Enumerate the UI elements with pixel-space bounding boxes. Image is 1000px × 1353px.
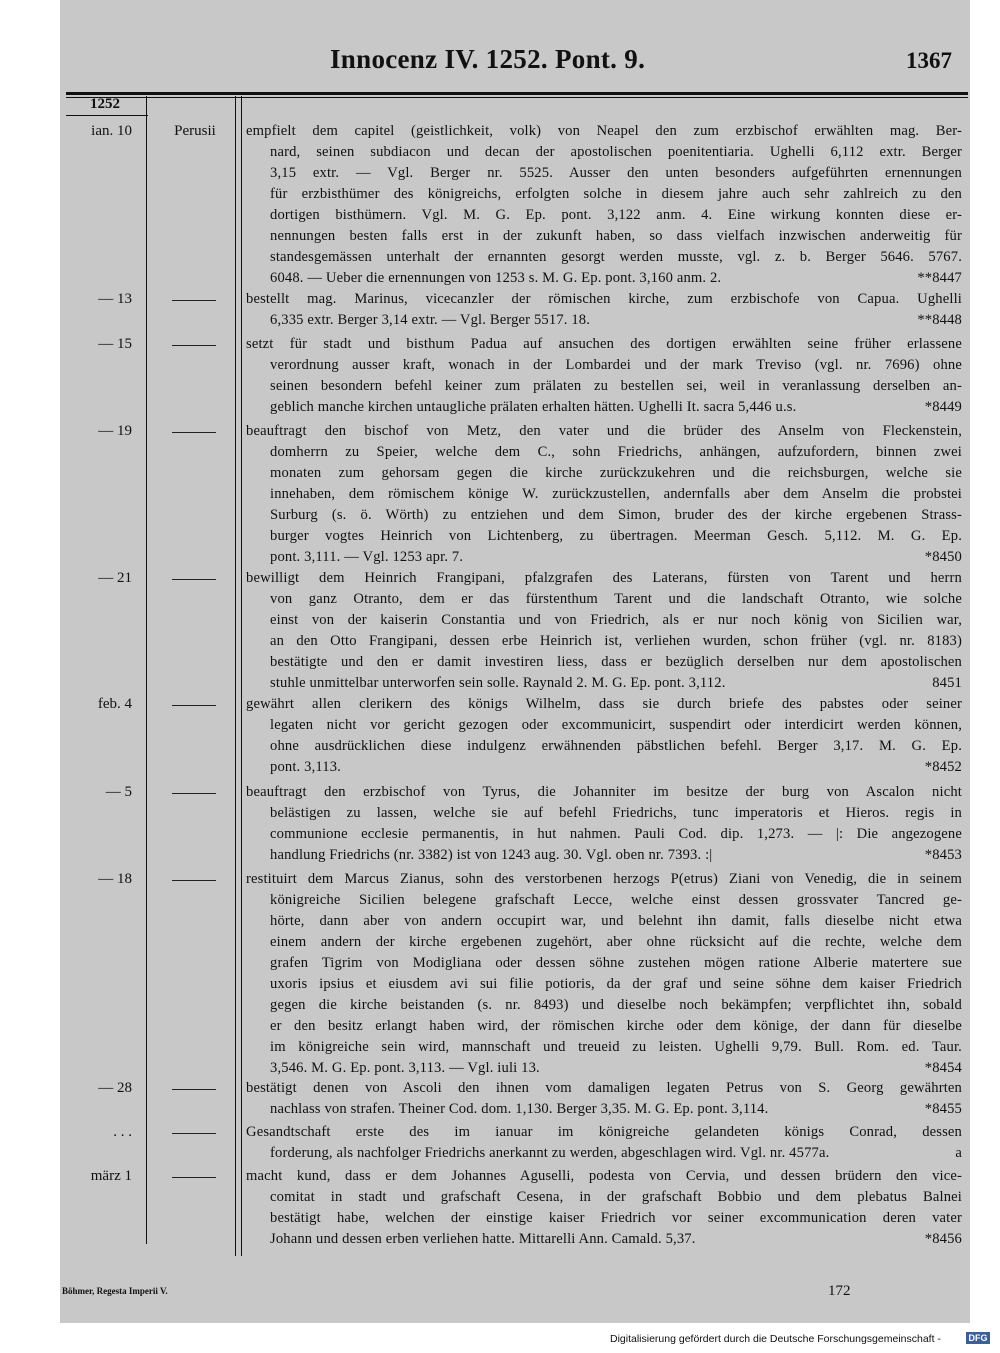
entry-line [246, 1208, 962, 1229]
entry-line [246, 1016, 962, 1037]
entry-line-text: 6,335 extr. Berger 3,14 extr. — Vgl. Berger 5517. 18. [270, 312, 591, 328]
entry-line [246, 1078, 962, 1099]
entry-text [246, 421, 962, 568]
entry-date: — 5 [105, 784, 132, 800]
entry-line [246, 442, 962, 463]
regest-number: *8455 [924, 1101, 962, 1117]
entry-line-text: 3,15 extr. — Vgl. Berger nr. 5525. Ausser den unten besonders aufgeführten ernennungen [270, 165, 962, 181]
entry-line-text: handlung Friedrichs (nr. 3382) ist von 1243 aug. 30. Vgl. oben nr. 7393. :| [270, 847, 713, 863]
regest-number: *8449 [924, 399, 962, 415]
entry-line-text: pont. 3,113. [270, 759, 341, 775]
entry-line-text: standesgemässen unterhalt der ernannten gesorgt werden musste, vgl. z. b. Berger 5646. 5767. [270, 249, 962, 265]
entry-line-text: im königreiche sein wird, mannschaft und treueid zu leisten. Ughelli 9,79. Bull. Rom. ed. Taur. [270, 1039, 962, 1055]
regest-number: 8451 [932, 675, 962, 691]
ditto-dash [172, 793, 216, 794]
entry-line [246, 163, 962, 184]
entry-line-text: legaten nicht vor gericht gezogen oder excommunicirt, suspendirt oder interdicirt werden können, [270, 717, 962, 733]
entry-text [246, 568, 962, 694]
entry-line-text: innehaben, dem römischem könige W. zurückzustellen, andernfalls aber dem Anselm die probstei [270, 486, 962, 502]
ditto-dash [172, 579, 216, 580]
entry-line [246, 1143, 962, 1164]
entry-line-text: verordnung ausser kraft, wonach in der Lombardei und der mark Treviso (vgl. nr. 7696) ohne [270, 357, 962, 373]
entry-line [246, 268, 962, 289]
entry-text [246, 1078, 962, 1120]
entry-line-text: belästigen zu lassen, welche sie auf befehl Friedrichs, tunc imperatoris et Hieros. regis in [270, 805, 962, 821]
column-divider-place-inner [241, 96, 242, 1256]
entry-line [246, 736, 962, 757]
entry-line [246, 631, 962, 652]
entry-text [246, 694, 962, 778]
ditto-dash [172, 1177, 216, 1178]
entry-line-text: pont. 3,111. — Vgl. 1253 apr. 7. [270, 549, 464, 565]
entry-line [246, 694, 962, 715]
entry-line [246, 121, 962, 142]
entry-line-text: empfielt dem capitel (geistlichkeit, volk) von Neapel den zum erzbischof erwählten mag. Ber- [246, 123, 962, 139]
entry-date: . . . [113, 1124, 132, 1140]
regest-number: **8448 [917, 312, 962, 328]
entry-date: — 18 [98, 871, 132, 887]
entry-line [246, 397, 962, 418]
entry-line-text: bestätigt habe, welchen der einstige kaiser Friedrich vor seiner excommunication deren vater [270, 1210, 962, 1226]
entry-text [246, 334, 962, 418]
entry-line-text: seinen besondern befehl keiner zum prälaten zu bestellen sei, weil in veranlassung derselben an- [270, 378, 962, 394]
ditto-dash [172, 705, 216, 706]
entry-line [246, 463, 962, 484]
entry-line [246, 568, 962, 589]
entry-line-text: einem andern der kirche ergebenen zugehört, aber ohne rücksicht auf die rechte, welche dem [270, 934, 962, 950]
ditto-dash [172, 432, 216, 433]
entry-line-text: gegen die kirche beistanden (s. nr. 8493) und dieselbe noch bekämpfen; verpflichtet ihn, sobald [270, 997, 962, 1013]
entry-line-text: 6048. — Ueber die ernennungen von 1253 s. M. G. Ep. pont. 3,160 anm. 2. [270, 270, 722, 286]
entry-line [246, 803, 962, 824]
entry-line [246, 824, 962, 845]
entry-line-text: gewährt allen clerikern des königs Wilhelm, dass sie durch briefe des pabstes oder seiner [246, 696, 962, 712]
entry-text [246, 1122, 962, 1164]
entry-line [246, 845, 962, 866]
entry-line [246, 247, 962, 268]
entry-line [246, 421, 962, 442]
entry-line-text: geblich manche kirchen untaugliche prälaten erhalten hätten. Ughelli It. sacra 5,446 u.s. [270, 399, 797, 415]
entry-line-text: bestätigte und den er damit investiren liess, dass er bezüglich derselben nur dem apostolischen [270, 654, 962, 670]
page-title: Innocenz IV. 1252. Pont. 9. [330, 44, 646, 74]
entry-date: — 19 [98, 423, 132, 439]
entry-line [246, 757, 962, 778]
entry-line [246, 289, 962, 310]
entry-line [246, 995, 962, 1016]
entry-line [246, 1187, 962, 1208]
dfg-logo: DFG [966, 1332, 990, 1344]
entry-line [246, 310, 962, 331]
entry-line [246, 184, 962, 205]
entry-line-text: nachlass von strafen. Theiner Cod. dom. 1,130. Berger 3,35. M. G. Ep. pont. 3,114. [270, 1101, 769, 1117]
entry-line-text: von ganz Otranto, dem er das fürstenthum Tarent und die landschaft Otranto, wie solche [270, 591, 962, 607]
entry-text [246, 121, 962, 289]
entry-line-text: königreiche Sicilien belegene grafschaft Lecce, welche einst dessen grossvater Tancred ge- [270, 892, 962, 908]
entry-text [246, 1166, 962, 1250]
header-rule-thin [66, 97, 968, 98]
entry-line [246, 782, 962, 803]
entry-line-text: hörte, dann aber von andern occupirt war, und belehnt ihn damit, falls dieselbe nicht etwa [270, 913, 962, 929]
footer-folio: 172 [828, 1283, 851, 1299]
regest-number: *8452 [924, 759, 962, 775]
regest-number: *8450 [924, 549, 962, 565]
entry-line [246, 890, 962, 911]
entry-line-text: domherrn zu Speier, welche dem C., sohn Friedrichs, anhängen, aufzufordern, binnen zwei [270, 444, 962, 460]
entry-line-text: forderung, als nachfolger Friedrichs anerkannt zu werden, abgeschlagen wird. Vgl. nr. 4577a. [270, 1145, 830, 1161]
entry-line-text: bestätigt denen von Ascoli den ihnen vom damaligen legaten Petrus von S. Georg gewährten [246, 1080, 962, 1096]
entry-line-text: macht kund, dass er dem Johannes Aguselli, podesta von Cervia, und dessen brüdern den vice- [246, 1168, 962, 1184]
regest-number: *8454 [924, 1060, 962, 1076]
entry-line-text: setzt für stadt und bisthum Padua auf ansuchen des dortigen erwählten seine früher erlassene [246, 336, 962, 352]
entry-text [246, 289, 962, 331]
entry-line-text: an den Otto Frangipani, dessen erbe Heinrich ist, verliehen wurden, schon früher (vgl. nr. 8183) [270, 633, 962, 649]
entry-line-text: beauftragt den bischof von Metz, den vater und die brüder des Anselm von Fleckenstein, [246, 423, 962, 439]
entry-line [246, 334, 962, 355]
entry-line-text: für erzbisthümer des königreichs, erfolgten solche in diesem jahre auch sehr zahlreich zu den [270, 186, 962, 202]
entry-line-text: 3,546. M. G. Ep. pont. 3,113. — Vgl. iuli 13. [270, 1060, 540, 1076]
entry-line [246, 226, 962, 247]
entry-line [246, 376, 962, 397]
header-rule-thick [66, 92, 968, 95]
entry-line-text: ohne ausdrücklichen diese indulgenz erwähnenden päbstlichen befehl. Berger 3,17. M. G. Ep. [270, 738, 962, 754]
entry-line [246, 1099, 962, 1120]
column-divider-date [146, 96, 147, 1244]
entry-line-text: communione ecclesie permanentis, in hut nahmen. Pauli Cod. dip. 1,273. — |: Die angezogene [270, 826, 962, 842]
entry-date: märz 1 [90, 1168, 132, 1184]
entry-place: Perusii [174, 123, 216, 139]
entry-line-text: comitat in stadt und grafschaft Cesena, in der grafschaft Bobbio und dem plebatus Balnei [270, 1189, 962, 1205]
ditto-dash [172, 300, 216, 301]
regest-number: *8456 [924, 1231, 962, 1247]
entry-line-text: stuhle unmittelbar unterworfen sein solle. Raynald 2. M. G. Ep. pont. 3,112. [270, 675, 726, 691]
year-label: 1252 [90, 96, 120, 112]
entry-line [246, 610, 962, 631]
entry-date: feb. 4 [97, 696, 132, 712]
entry-date: ian. 10 [91, 123, 132, 139]
entry-line [246, 673, 962, 694]
entry-line [246, 505, 962, 526]
entry-line-text: einst von der kaiserin Constantia und von Friedrich, als er nur noch könig von Sicilien war, [270, 612, 962, 628]
entry-line-text: Johann und dessen erben verliehen hatte. Mittarelli Ann. Camald. 5,37. [270, 1231, 696, 1247]
year-underline [66, 115, 148, 116]
regest-number: *8453 [924, 847, 962, 863]
entry-line [246, 932, 962, 953]
entry-line-text: uxoris ipsius et eiusdem avi sui filie potioris, da der graf und seine söhne dem kaiser Friedrich [270, 976, 962, 992]
entry-line [246, 715, 962, 736]
regest-number: **8447 [917, 270, 962, 286]
ditto-dash [172, 1089, 216, 1090]
digitization-credit: Digitalisierung gefördert durch die Deutsche Forschungsgemeinschaft - [610, 1333, 941, 1345]
entry-line [246, 484, 962, 505]
entry-date: — 28 [98, 1080, 132, 1096]
ditto-dash [172, 880, 216, 881]
entry-line-text: burger vogtes Heinrich von Lichtenberg, zu übertragen. Meerman Gesch. 5,112. M. G. Ep. [270, 528, 962, 544]
footer-source: Böhmer, Regesta Imperii V. [62, 1286, 168, 1296]
entry-line [246, 1166, 962, 1187]
ditto-dash [172, 345, 216, 346]
regest-number: a [955, 1145, 962, 1161]
entry-line-text: bestellt mag. Marinus, vicecanzler der römischen kirche, zum erzbischofe von Capua. Ughelli [246, 291, 962, 307]
entry-text [246, 869, 962, 1079]
entry-line [246, 1037, 962, 1058]
entry-date: — 15 [98, 336, 132, 352]
entry-line-text: restituirt dem Marcus Zianus, sohn des verstorbenen herzogs P(etrus) Ziani von Venedig, die in seinem [246, 871, 962, 887]
entry-line [246, 869, 962, 890]
entry-line [246, 589, 962, 610]
entry-line-text: er den besitz erlangt haben wird, der römischen kirche oder dem könige, der dann für dieselbe [270, 1018, 962, 1034]
entry-line-text: bewilligt dem Heinrich Frangipani, pfalzgrafen des Laterans, fürsten von Tarent und herrn [246, 570, 962, 586]
entry-line [246, 974, 962, 995]
ditto-dash [172, 1133, 216, 1134]
entry-line-text: nennungen besten falls erst in der zukunft haben, so dass vielfach inzwischen anderweitig für [270, 228, 962, 244]
column-divider-place [235, 96, 236, 1256]
entry-line [246, 526, 962, 547]
entry-date: — 13 [98, 291, 132, 307]
entry-line-text: dortigen bisthümern. Vgl. M. G. Ep. pont. 3,122 anm. 4. Eine wirkung konnten diese er- [270, 207, 962, 223]
entry-line [246, 1058, 962, 1079]
entry-line [246, 911, 962, 932]
entry-line-text: nard, seinen subdiacon und decan der apostolischen poenitentiaria. Ughelli 6,112 extr. Berger [270, 144, 962, 160]
entry-line [246, 652, 962, 673]
entry-line [246, 1122, 962, 1143]
entry-date: — 21 [98, 570, 132, 586]
entry-line [246, 355, 962, 376]
entry-text [246, 782, 962, 866]
entry-line-text: beauftragt den erzbischof von Tyrus, die Johanniter im besitze der burg von Ascalon nicht [246, 784, 962, 800]
entry-line [246, 142, 962, 163]
entry-line [246, 205, 962, 226]
entry-line [246, 547, 962, 568]
entry-line-text: Surburg (s. ö. Wörth) zu entziehen und dem Simon, bruder des der kirche ergebenen Strass- [270, 507, 962, 523]
entry-line [246, 1229, 962, 1250]
page-number: 1367 [906, 48, 952, 73]
entry-line-text: Gesandtschaft erste des im ianuar im königreiche gelandeten königs Conrad, dessen [246, 1124, 962, 1140]
entry-line-text: monaten zum gehorsam gegen die kirche zurückzukehren und die reichsburgen, welche sie [270, 465, 962, 481]
entry-line [246, 953, 962, 974]
entry-line-text: grafen Tigrim von Modigliana oder dessen söhne zustehen mögen ratione Alberie matertere sue [270, 955, 962, 971]
